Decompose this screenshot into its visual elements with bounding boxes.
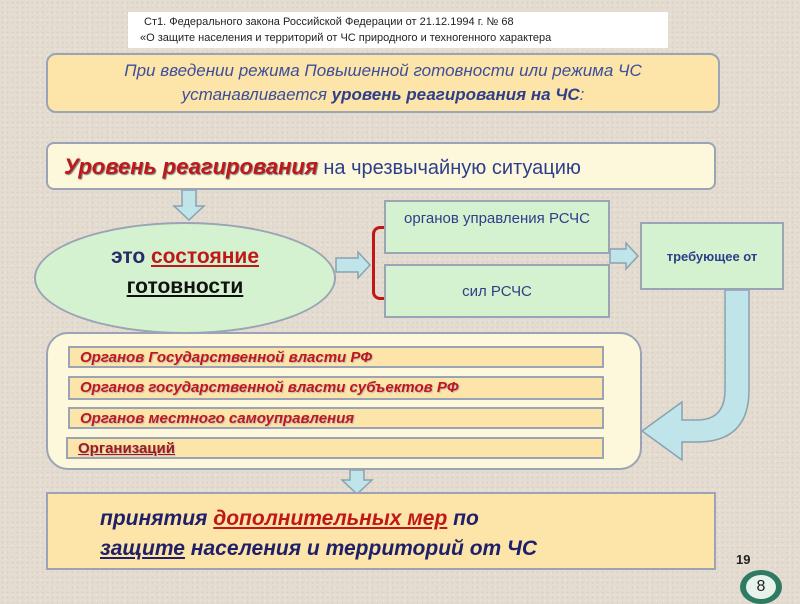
arrow-right-icon xyxy=(336,252,370,278)
response-level-title: Уровень реагирования xyxy=(64,154,318,179)
intro-box xyxy=(46,53,720,113)
organ-item-regional: Органов государственной власти субъектов РФ xyxy=(68,376,604,400)
intro-text: устанавливается xyxy=(181,85,332,104)
arrow-down-icon xyxy=(174,190,204,220)
law-reference-line1: Ст1. Федерального закона Российской Федерации от 21.12.1994 г. № 68 xyxy=(144,16,514,28)
intro-text: При введении xyxy=(124,61,239,80)
requiring-box: требующее от xyxy=(640,222,784,290)
arrow-right-icon xyxy=(610,243,638,269)
result-box xyxy=(46,492,716,570)
intro-text: : xyxy=(579,85,585,104)
intro-regime-high-readiness: режима Повышенной готовности xyxy=(238,61,515,80)
result-text: по xyxy=(447,507,479,530)
slide-number: 8 xyxy=(746,575,776,599)
arrow-down-icon xyxy=(342,470,372,494)
intro-response-level: уровень реагирования на ЧС xyxy=(331,85,580,104)
result-additional-measures: дополнительных мер xyxy=(213,507,448,530)
law-reference-box xyxy=(128,12,668,48)
intro-regime-emergency: режима ЧС xyxy=(552,61,642,80)
readiness-oval xyxy=(34,222,336,334)
intro-text: или xyxy=(514,61,553,80)
organ-item-organizations: Организаций xyxy=(66,437,604,459)
slide-number-badge xyxy=(740,570,782,604)
curved-arrow-icon xyxy=(642,290,749,460)
organ-item-federal: Органов Государственной власти РФ xyxy=(68,346,604,368)
organ-item-local: Органов местного самоуправления xyxy=(68,407,604,429)
page-number: 19 xyxy=(736,552,751,567)
response-level-box xyxy=(46,142,716,190)
management-bodies-box: органов управления РСЧС xyxy=(384,200,610,254)
result-text: принятия xyxy=(100,507,214,530)
readiness-prefix: это xyxy=(111,245,151,268)
law-reference-line2: «О защите населения и территорий от ЧС природного и техногенного характера xyxy=(140,32,552,44)
result-protection: защите xyxy=(100,537,185,560)
response-level-subtitle: на чрезвычайную ситуацию xyxy=(317,157,581,179)
forces-box: сил РСЧС xyxy=(384,264,610,318)
readiness-state-word: состояние xyxy=(151,245,259,268)
readiness-word: готовности xyxy=(126,275,244,298)
result-text: населения и территорий от ЧС xyxy=(184,537,538,560)
